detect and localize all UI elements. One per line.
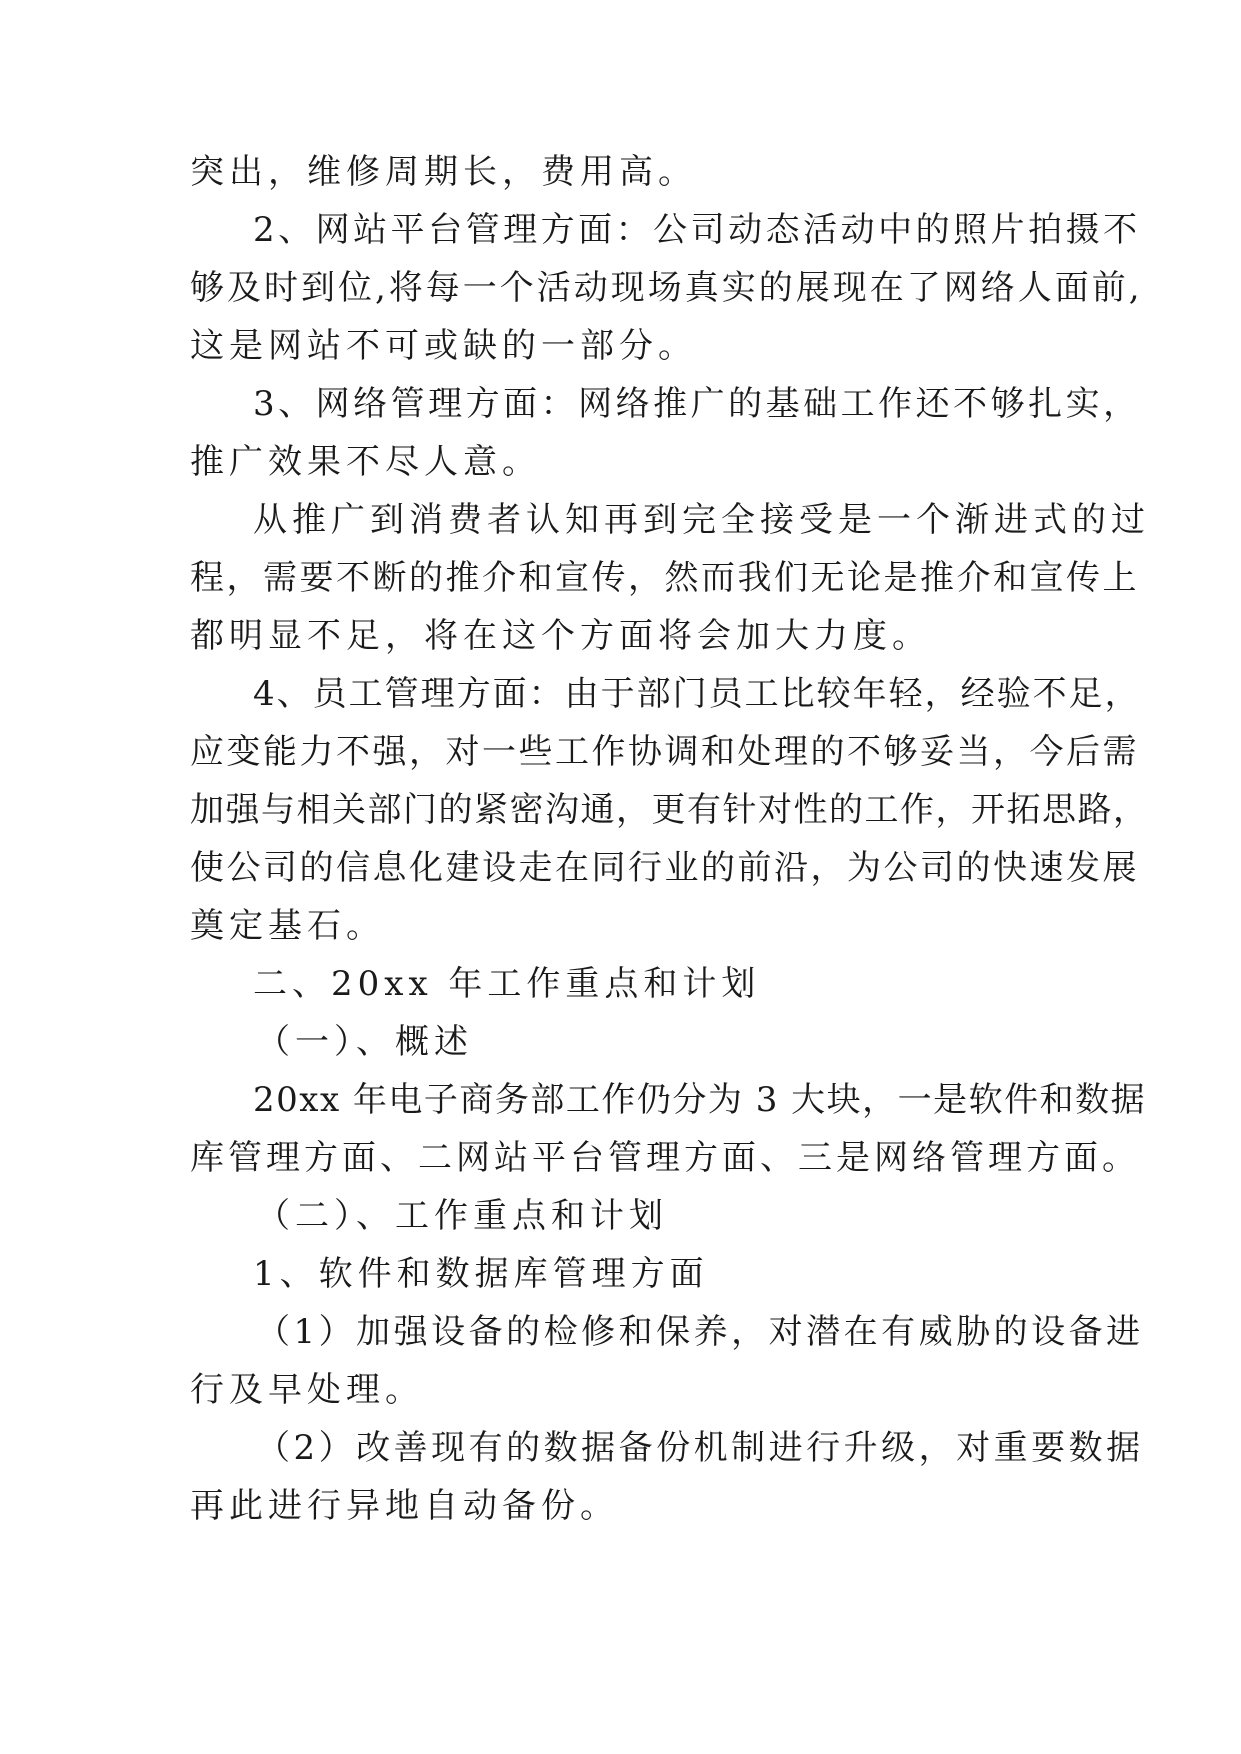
text-line: 2、网站平台管理方面：公司动态活动中的照片拍摄不: [253, 210, 1141, 250]
text-line: 够及时到位,将每一个活动现场真实的展现在了网络人面前,: [190, 268, 1143, 308]
text-line: 突出，维修周期长，费用高。: [190, 152, 697, 192]
text-line: （一）、概述: [256, 1022, 473, 1062]
text-line: 20xx 年电子商务部工作仍分为 3 大块，一是软件和数据: [253, 1080, 1147, 1120]
text-line: 1、软件和数据库管理方面: [253, 1254, 709, 1294]
text-line: 都明显不足，将在这个方面将会加大力度。: [190, 616, 931, 656]
text-line: 奠定基石。: [190, 906, 385, 946]
text-line: 从推广到消费者认知再到完全接受是一个渐进式的过: [253, 500, 1150, 540]
text-line: 这是网站不可或缺的一部分。: [190, 326, 697, 366]
text-line: 推广效果不尽人意。: [190, 442, 541, 482]
text-line: 4、员工管理方面：由于部门员工比较年轻，经验不足，: [253, 674, 1141, 714]
text-line: 行及早处理。: [190, 1370, 424, 1410]
text-line: 应变能力不强，对一些工作协调和处理的不够妥当，今后需: [190, 732, 1139, 772]
text-line: 库管理方面、二网站平台管理方面、三是网络管理方面。: [190, 1138, 1140, 1178]
text-line: 再此进行异地自动备份。: [190, 1486, 619, 1526]
text-line: （2）改善现有的数据备份机制进行升级，对重要数据: [256, 1428, 1144, 1468]
text-line: 二、20xx 年工作重点和计划: [253, 964, 761, 1004]
text-line: 3、网络管理方面：网络推广的基础工作还不够扎实，: [253, 384, 1141, 424]
text-line: 加强与相关部门的紧密沟通，更有针对性的工作，开拓思路，: [190, 790, 1149, 830]
text-line: （1）加强设备的检修和保养，对潜在有威胁的设备进: [256, 1312, 1144, 1352]
text-line: （二）、工作重点和计划: [256, 1196, 668, 1236]
text-line: 使公司的信息化建设走在同行业的前沿，为公司的快速发展: [190, 848, 1139, 888]
text-line: 程，需要不断的推介和宣传，然而我们无论是推介和宣传上: [190, 558, 1139, 598]
